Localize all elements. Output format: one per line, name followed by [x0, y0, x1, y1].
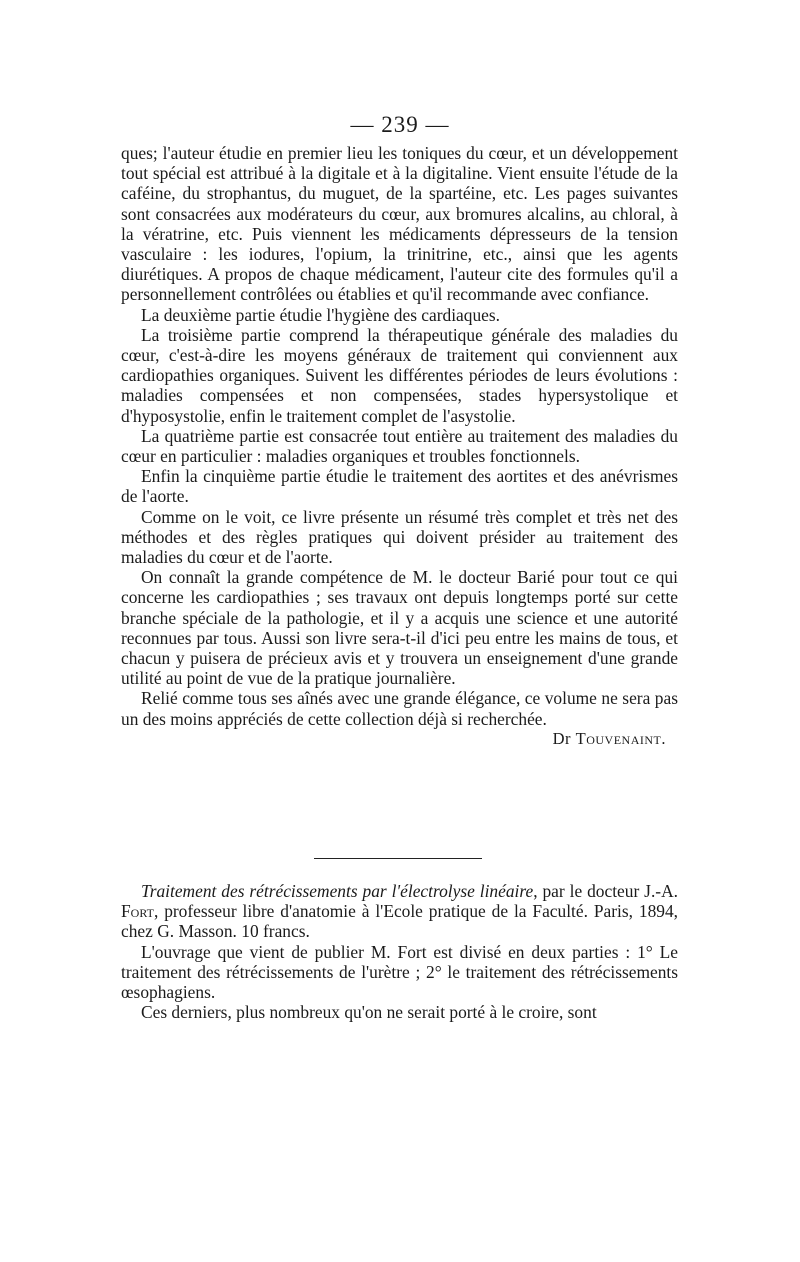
- intro-text: , professeur libre d'anatomie à l'Ecole pratique de la Faculté. Paris, 1894, chez G. Masson. 10 francs.: [121, 901, 678, 942]
- paragraph: La troisième partie comprend la thérapeutique générale des maladies du cœur, c'est-à-dire les moyens généraux de traitement qui conviennent aux cardiopathies organiques. Suivent les différentes périodes de leurs évolutions : maladies compensées et non compensées, stades hypersystolique et d'hyposystolie, enfin le traitement complet de l'asystolie.: [121, 324, 678, 426]
- paragraph: L'ouvrage que vient de publier M. Fort est divisé en deux parties : 1° Le traitement des rétrécissements de l'urètre ; 2° le traitement des rétrécissements œsophagiens.: [121, 941, 678, 1003]
- paragraph: Ces derniers, plus nombreux qu'on ne serait porté à le croire, sont: [141, 1002, 597, 1023]
- paragraph: ques; l'auteur étudie en premier lieu les toniques du cœur, et un développement tout spécial est attribué à la digitale et à la digitaline. Vient ensuite l'étude de la caféine, du strophantus, du muguet, de la spartéine, etc. Les pages suivantes sont consacrées aux modérateurs du cœur, aux bromures alcalins, au chloral, à la vératrine, etc. Puis viennent les médicaments dépresseurs de la tension vasculaire : les iodures, l'opium, la trinitrine, etc., ainsi que les agents diurétiques. A propos de chaque médicament, l'auteur cite des formules qu'il a personnellement contrôlées ou établies et qu'il recommande avec confiance.: [121, 143, 678, 305]
- paragraph: La quatrième partie est consacrée tout entière au traitement des maladies du cœur en particulier : maladies organiques et troubles fonctionnels.: [121, 425, 678, 467]
- review-barie: [121, 143, 678, 749]
- author-name: Fort: [121, 901, 154, 922]
- paragraph: Relié comme tous ses aînés avec une grande élégance, ce volume ne sera pas un des moins appréciés de cette collection déjà si recherchée.: [121, 688, 678, 729]
- review-heading: [121, 881, 678, 942]
- paragraph: Enfin la cinquième partie étudie le traitement des aortites et des anévrismes de l'aorte.: [121, 466, 678, 507]
- paragraph: On connaît la grande compétence de M. le docteur Barié pour tout ce qui concerne les cardiopathies ; ses travaux ont depuis longtemps porté sur cette branche spéciale de la pathologie, et il y a acquis une science et une autorité reconnues par tous. Aussi son livre sera-t-il d'ici peu entre les mains de tous, et chacun y puisera de précieux avis et y trouvera un enseignement d'une grande utilité au point de vue de la pratique journalière.: [121, 567, 678, 689]
- book-title: Traitement des rétrécissements par l'électrolyse linéaire: [141, 881, 534, 901]
- signature: [121, 729, 678, 749]
- intro-text: , par le docteur J.-A.: [533, 881, 678, 901]
- signature-prefix: Dr: [552, 728, 572, 748]
- page-number: — 239 —: [350, 112, 450, 137]
- signature-name: Touvenaint.: [575, 728, 666, 748]
- review-fort: [121, 881, 678, 1022]
- section-divider: [314, 858, 482, 859]
- paragraph: La deuxième partie étudie l'hygiène des cardiaques.: [141, 304, 501, 325]
- paragraph: Comme on le voit, ce livre présente un résumé très complet et très net des méthodes et des règles pratiques qui doivent présider au traitement des maladies du cœur et de l'aorte.: [121, 506, 678, 568]
